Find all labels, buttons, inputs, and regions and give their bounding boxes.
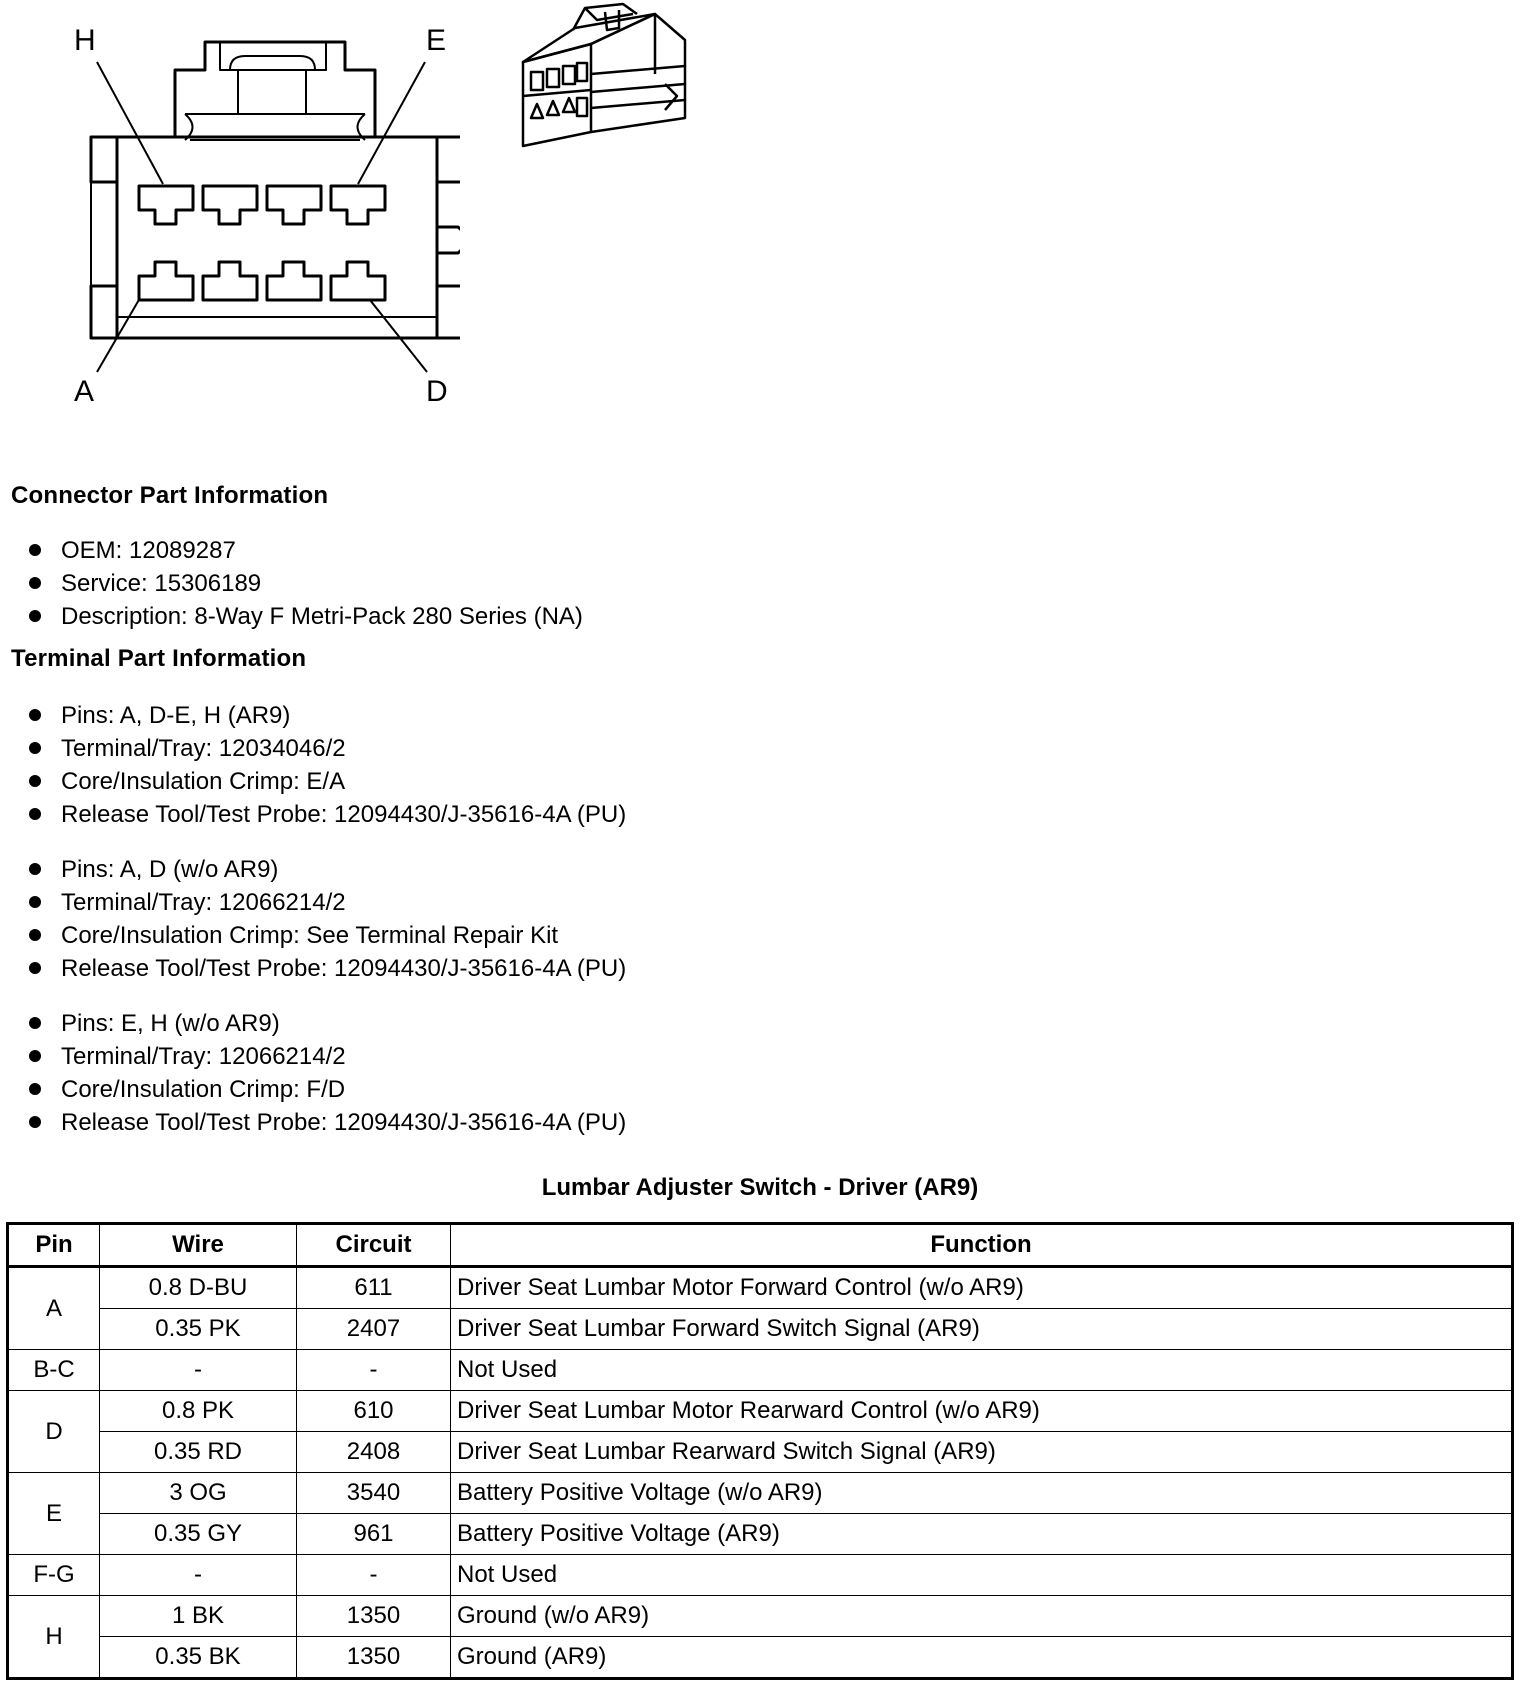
table-row [8,1555,1513,1596]
pin-cell: E [8,1473,100,1555]
wire-cell: 1 BK [100,1596,297,1637]
list-item: Terminal/Tray: 12066214/2 [29,886,626,919]
list-item: Release Tool/Test Probe: 12094430/J-35616-4A (PU) [29,952,626,985]
pin-cell: B-C [8,1350,100,1391]
circuit-cell: 1350 [297,1637,451,1679]
function-cell: Battery Positive Voltage (AR9) [451,1514,1513,1555]
list-item: OEM: 12089287 [29,534,583,567]
list-item: Pins: E, H (w/o AR9) [29,1007,626,1040]
wire-cell: - [100,1350,297,1391]
list-item: Pins: A, D-E, H (AR9) [29,699,626,732]
wire-cell: 0.35 BK [100,1637,297,1679]
function-cell: Driver Seat Lumbar Motor Rearward Control (w/o AR9) [451,1391,1513,1432]
circuit-cell: 1350 [297,1596,451,1637]
function-cell: Not Used [451,1350,1513,1391]
function-cell: Not Used [451,1555,1513,1596]
pin-cell: F-G [8,1555,100,1596]
function-cell: Driver Seat Lumbar Forward Switch Signal (AR9) [451,1309,1513,1350]
wire-cell: 3 OG [100,1473,297,1514]
terminal-group-3 [29,1007,626,1139]
circuit-cell: 3540 [297,1473,451,1514]
function-cell: Driver Seat Lumbar Rearward Switch Signal (AR9) [451,1432,1513,1473]
table-row [8,1596,1513,1637]
list-item: Description: 8-Way F Metri-Pack 280 Series (NA) [29,600,583,633]
table-header-row [8,1224,1513,1267]
table-row [8,1637,1513,1679]
header-function: Function [451,1224,1513,1267]
wire-cell: 0.35 GY [100,1514,297,1555]
connector-part-info-heading: Connector Part Information [11,482,329,509]
pin-label-d: D [426,375,448,408]
circuit-cell: 2408 [297,1432,451,1473]
table-row [8,1514,1513,1555]
header-wire: Wire [100,1224,297,1267]
terminal-group-1 [29,699,626,831]
table-row [8,1391,1513,1432]
list-item: Release Tool/Test Probe: 12094430/J-35616-4A (PU) [29,798,626,831]
circuit-cell: 961 [297,1514,451,1555]
wire-cell: - [100,1555,297,1596]
header-circuit: Circuit [297,1224,451,1267]
pinout-table [6,1222,1514,1680]
circuit-cell: 610 [297,1391,451,1432]
pin-label-h: H [74,24,96,57]
pin-cell: D [8,1391,100,1473]
wire-cell: 0.35 RD [100,1432,297,1473]
list-item: Terminal/Tray: 12034046/2 [29,732,626,765]
wire-cell: 0.8 D-BU [100,1267,297,1309]
pin-label-e: E [426,24,447,57]
list-item: Core/Insulation Crimp: E/A [29,765,626,798]
list-item: Terminal/Tray: 12066214/2 [29,1040,626,1073]
list-item: Pins: A, D (w/o AR9) [29,853,626,886]
circuit-cell: 2407 [297,1309,451,1350]
circuit-cell: - [297,1350,451,1391]
wire-cell: 0.35 PK [100,1309,297,1350]
list-item: Core/Insulation Crimp: See Terminal Repair Kit [29,919,626,952]
table-row [8,1309,1513,1350]
function-cell: Ground (AR9) [451,1637,1513,1679]
function-cell: Ground (w/o AR9) [451,1596,1513,1637]
table-row [8,1267,1513,1309]
pin-label-a: A [74,375,95,408]
function-cell: Battery Positive Voltage (w/o AR9) [451,1473,1513,1514]
pin-cell: H [8,1596,100,1679]
circuit-cell: 611 [297,1267,451,1309]
list-item: Release Tool/Test Probe: 12094430/J-35616-4A (PU) [29,1106,626,1139]
table-title: Lumbar Adjuster Switch - Driver (AR9) [541,1174,979,1201]
pin-cell: A [8,1267,100,1350]
table-row [8,1473,1513,1514]
terminal-part-info-heading: Terminal Part Information [11,645,307,672]
circuit-cell: - [297,1555,451,1596]
table-row [8,1350,1513,1391]
wire-cell: 0.8 PK [100,1391,297,1432]
connector-isometric-illustration [515,0,695,170]
connector-part-info-list [29,534,583,633]
list-item: Core/Insulation Crimp: F/D [29,1073,626,1106]
terminal-group-2 [29,853,626,985]
table-row [8,1432,1513,1473]
function-cell: Driver Seat Lumbar Motor Forward Control (w/o AR9) [451,1267,1513,1309]
connector-face-diagram [60,0,460,420]
list-item: Service: 15306189 [29,567,583,600]
header-pin: Pin [8,1224,100,1267]
